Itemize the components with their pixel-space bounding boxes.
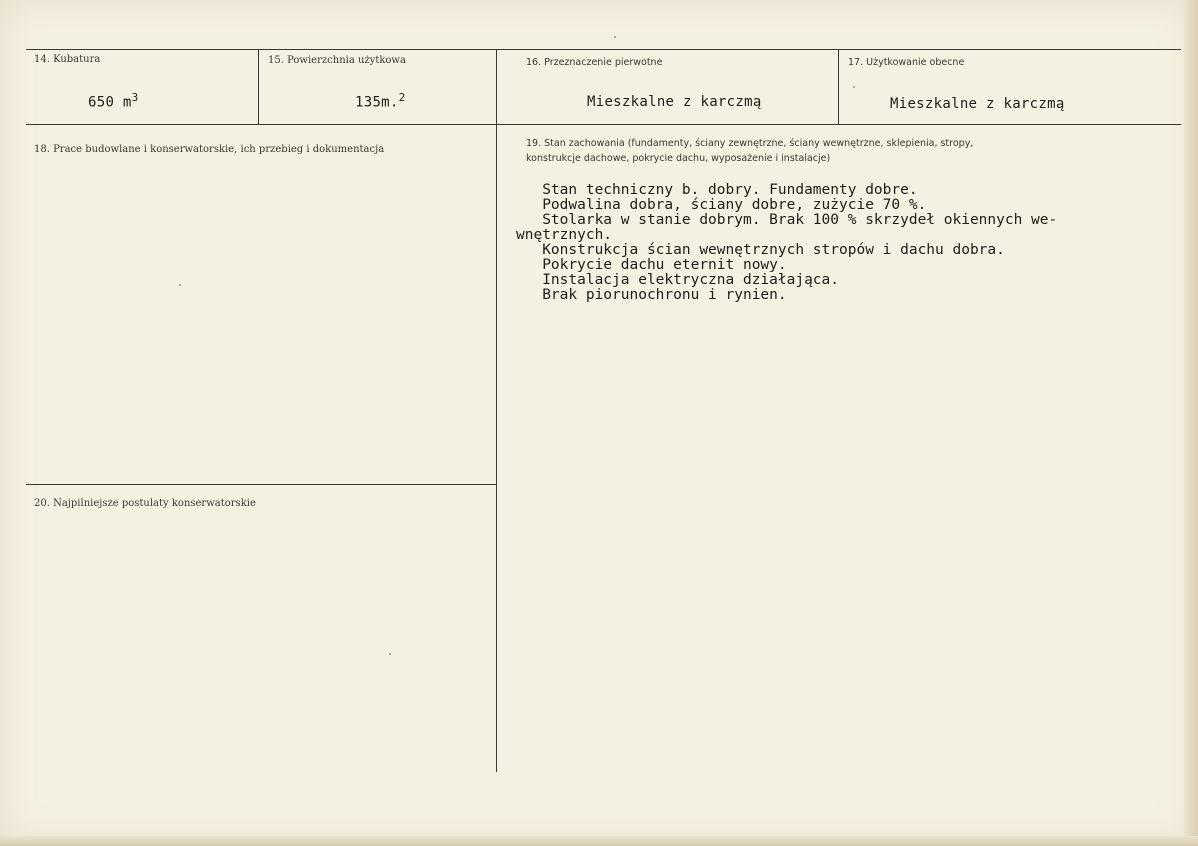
top-rule [26,49,1181,50]
field-19-line: Podwalina dobra, ściany dobre, zużycie 70 %. [516,197,927,213]
paper-speck [614,36,616,38]
field-14-value-text: 650 m [88,94,132,111]
field-19-label-line-2: konstrukcje dachowe, pokrycie dachu, wyposażenie i instalacje) [526,153,831,164]
field-14-value-exponent: 3 [131,91,139,104]
paper-speck [853,86,855,88]
field-14-value [88,91,139,111]
col-divider-main [496,49,497,772]
paper-speck [389,653,391,655]
field-15-value-text: 135m. [355,94,399,111]
field-15-value-exponent: 2 [398,91,406,104]
field-16-label: 16. Przeznaczenie pierwotne [526,57,663,68]
field-19-line: Stan techniczny b. dobry. Fundamenty dobre. [516,182,918,198]
field-19-line: wnętrznych. [516,227,613,243]
col-divider-16-17 [838,49,839,125]
field-14-label: 14. Kubatura [34,54,101,65]
card-edge-right [1184,0,1198,846]
field-19-line: Konstrukcja ścian wewnętrznych stropów i dachu dobra. [516,242,1005,258]
field-19-text-block [516,183,1057,303]
field-15-value [355,91,406,111]
field-17-value: Mieszkalne z karczmą [890,96,1065,112]
card-edge-bottom [0,836,1198,846]
row-divider [26,124,1181,125]
field-19-line: Pokrycie dachu eternit nowy. [516,257,787,273]
field-20-label: 20. Najpilniejsze postulaty konserwatorskie [34,498,256,509]
field-19-line: Brak piorunochronu i rynien. [516,287,787,303]
field-17-label: 17. Użytkowanie obecne [848,57,965,68]
field-19-line: Stolarka w stanie dobrym. Brak 100 % skrzydeł okiennych we- [516,212,1058,228]
paper-speck [179,284,181,286]
field-18-label: 18. Prace budowlane i konserwatorskie, ich przebieg i dokumentacja [34,144,385,155]
field-19-label-line-1: 19. Stan zachowania (fundamenty, ściany zewnętrzne, ściany wewnętrzne, sklepienia, stropy, [526,138,974,149]
field-15-label: 15. Powierzchnia użytkowa [268,55,406,66]
section-18-20-divider [26,484,496,485]
col-divider-14-15 [258,49,259,125]
field-19-line: Instalacja elektryczna działająca. [516,272,840,288]
field-16-value: Mieszkalne z karczmą [587,94,762,110]
